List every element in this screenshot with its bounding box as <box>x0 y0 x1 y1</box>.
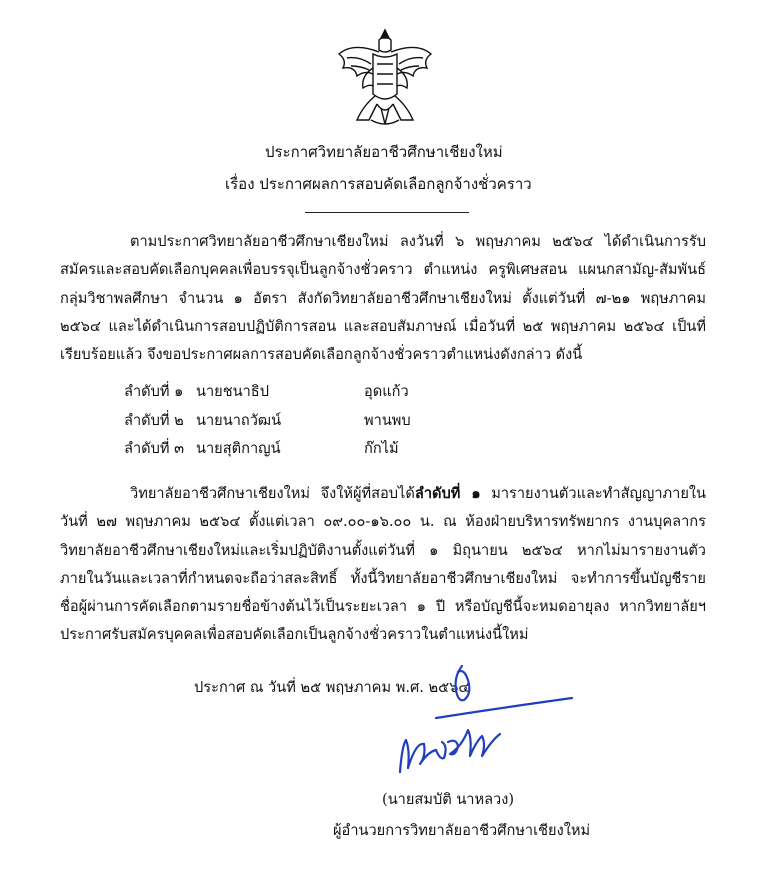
result-first-name: นายสุติกาญน์ <box>196 440 281 457</box>
result-first-name: นายนาถวัฒน์ <box>196 411 282 429</box>
result-last-name: อุดแก้ว <box>364 383 409 400</box>
announcement-title: ประกาศวิทยาลัยอาชีวศึกษาเชียงใหม่ <box>265 143 503 161</box>
result-first-name: นายชนาธิป <box>196 383 269 400</box>
instructions-text-start: วิทยาลัยอาชีวศึกษาเชียงใหม่ จึงให้ผู้ที่สอบได้ <box>130 485 415 502</box>
winner-rank-highlight: ลำดับที่ ๑ <box>414 485 481 502</box>
result-last-name: พานพบ <box>364 411 411 429</box>
result-rank: ลำดับที่ ๓ <box>124 440 185 457</box>
result-last-name: ก๊กไม้ <box>364 440 399 457</box>
instructions-text-rest: มารายงานตัวและทำสัญญาภายในวันที่ ๒๗ พฤษภาคม ๒๕๖๔ ตั้งแต่เวลา ๐๙.๐๐-๑๖.๐๐ น. ณ ห้องฝ่ายบริหารทรัพยากร งานบุคลากร วิทยาลัยอาชีวศึกษาเชียงใหม่และเริ่มปฏิบัติงานตั้งแต่วันที่ ๑ มิถุนายน ๒๕๖๔ หากไม่มารายงานตัวภายในวันและเวลาที่กำหนดจะถือว่าสละสิทธิ์ ทั้งนี้วิทยาลัยอาชีวศึกษาเชียงใหม่ จะทำการขึ้นบัญชีรายชื่อผู้ผ่านการคัดเลือกตามรายชื่อข้างต้นไว้เป็นระยะเวลา ๑ ปี หรือบัญชีนี้จะหมดอายุลง หากวิทยาลัยฯ ประกาศรับสมัครบุคคลเพื่อสอบคัดเลือกเป็นลูกจ้างชั่วคราวในตำแหน่งนี้ใหม่ <box>60 485 707 644</box>
result-rank: ลำดับที่ ๑ <box>124 383 184 400</box>
garuda-emblem-icon <box>333 24 437 132</box>
intro-paragraph: ตามประกาศวิทยาลัยอาชีวศึกษาเชียงใหม่ ลงวันที่ ๖ พฤษภาคม ๒๕๖๔ ได้ดำเนินการรับสมัครและสอบคัดเลือกบุคคลเพื่อบรรจุเป็นลูกจ้างชั่วคราว ตำแหน่ง ครูพิเศษสอน แผนกสามัญ-สัมพันธ์ กลุ่มวิชาพลศึกษา จำนวน ๑ อัตรา สังกัดวิทยาลัยอาชีวศึกษาเชียงใหม่ ตั้งแต่วันที่ ๗-๒๑ พฤษภาคม ๒๕๖๔ และได้ดำเนินการสอบปฏิบัติการสอน และสอบสัมภาษณ์ เมื่อวันที่ ๒๕ พฤษภาคม ๒๕๖๔ เป็นที่เรียบร้อยแล้ว จึงขอประกาศผลการสอบคัดเลือกลูกจ้างชั่วคราวตำแหน่งดังกล่าว ดังนี้ <box>60 233 706 364</box>
signer-title: ผู้อำนวยการวิทยาลัยอาชีวศึกษาเชียงใหม่ <box>333 822 591 839</box>
instructions-paragraph <box>60 480 706 650</box>
list-item <box>124 380 564 409</box>
result-rank: ลำดับที่ ๒ <box>124 411 184 429</box>
announcement-subject: เรื่อง ประกาศผลการสอบคัดเลือกลูกจ้างชั่วคราว <box>225 175 532 193</box>
list-item <box>124 409 564 438</box>
signer-name: (นายสมบัติ นาหลวง) <box>382 791 515 808</box>
list-item <box>124 437 564 466</box>
results-list <box>124 380 564 466</box>
title-divider <box>305 212 469 213</box>
announcement-date: ประกาศ ณ วันที่ ๒๕ พฤษภาคม พ.ศ. ๒๕๖๔ <box>194 679 470 696</box>
handwritten-signature <box>396 660 586 780</box>
